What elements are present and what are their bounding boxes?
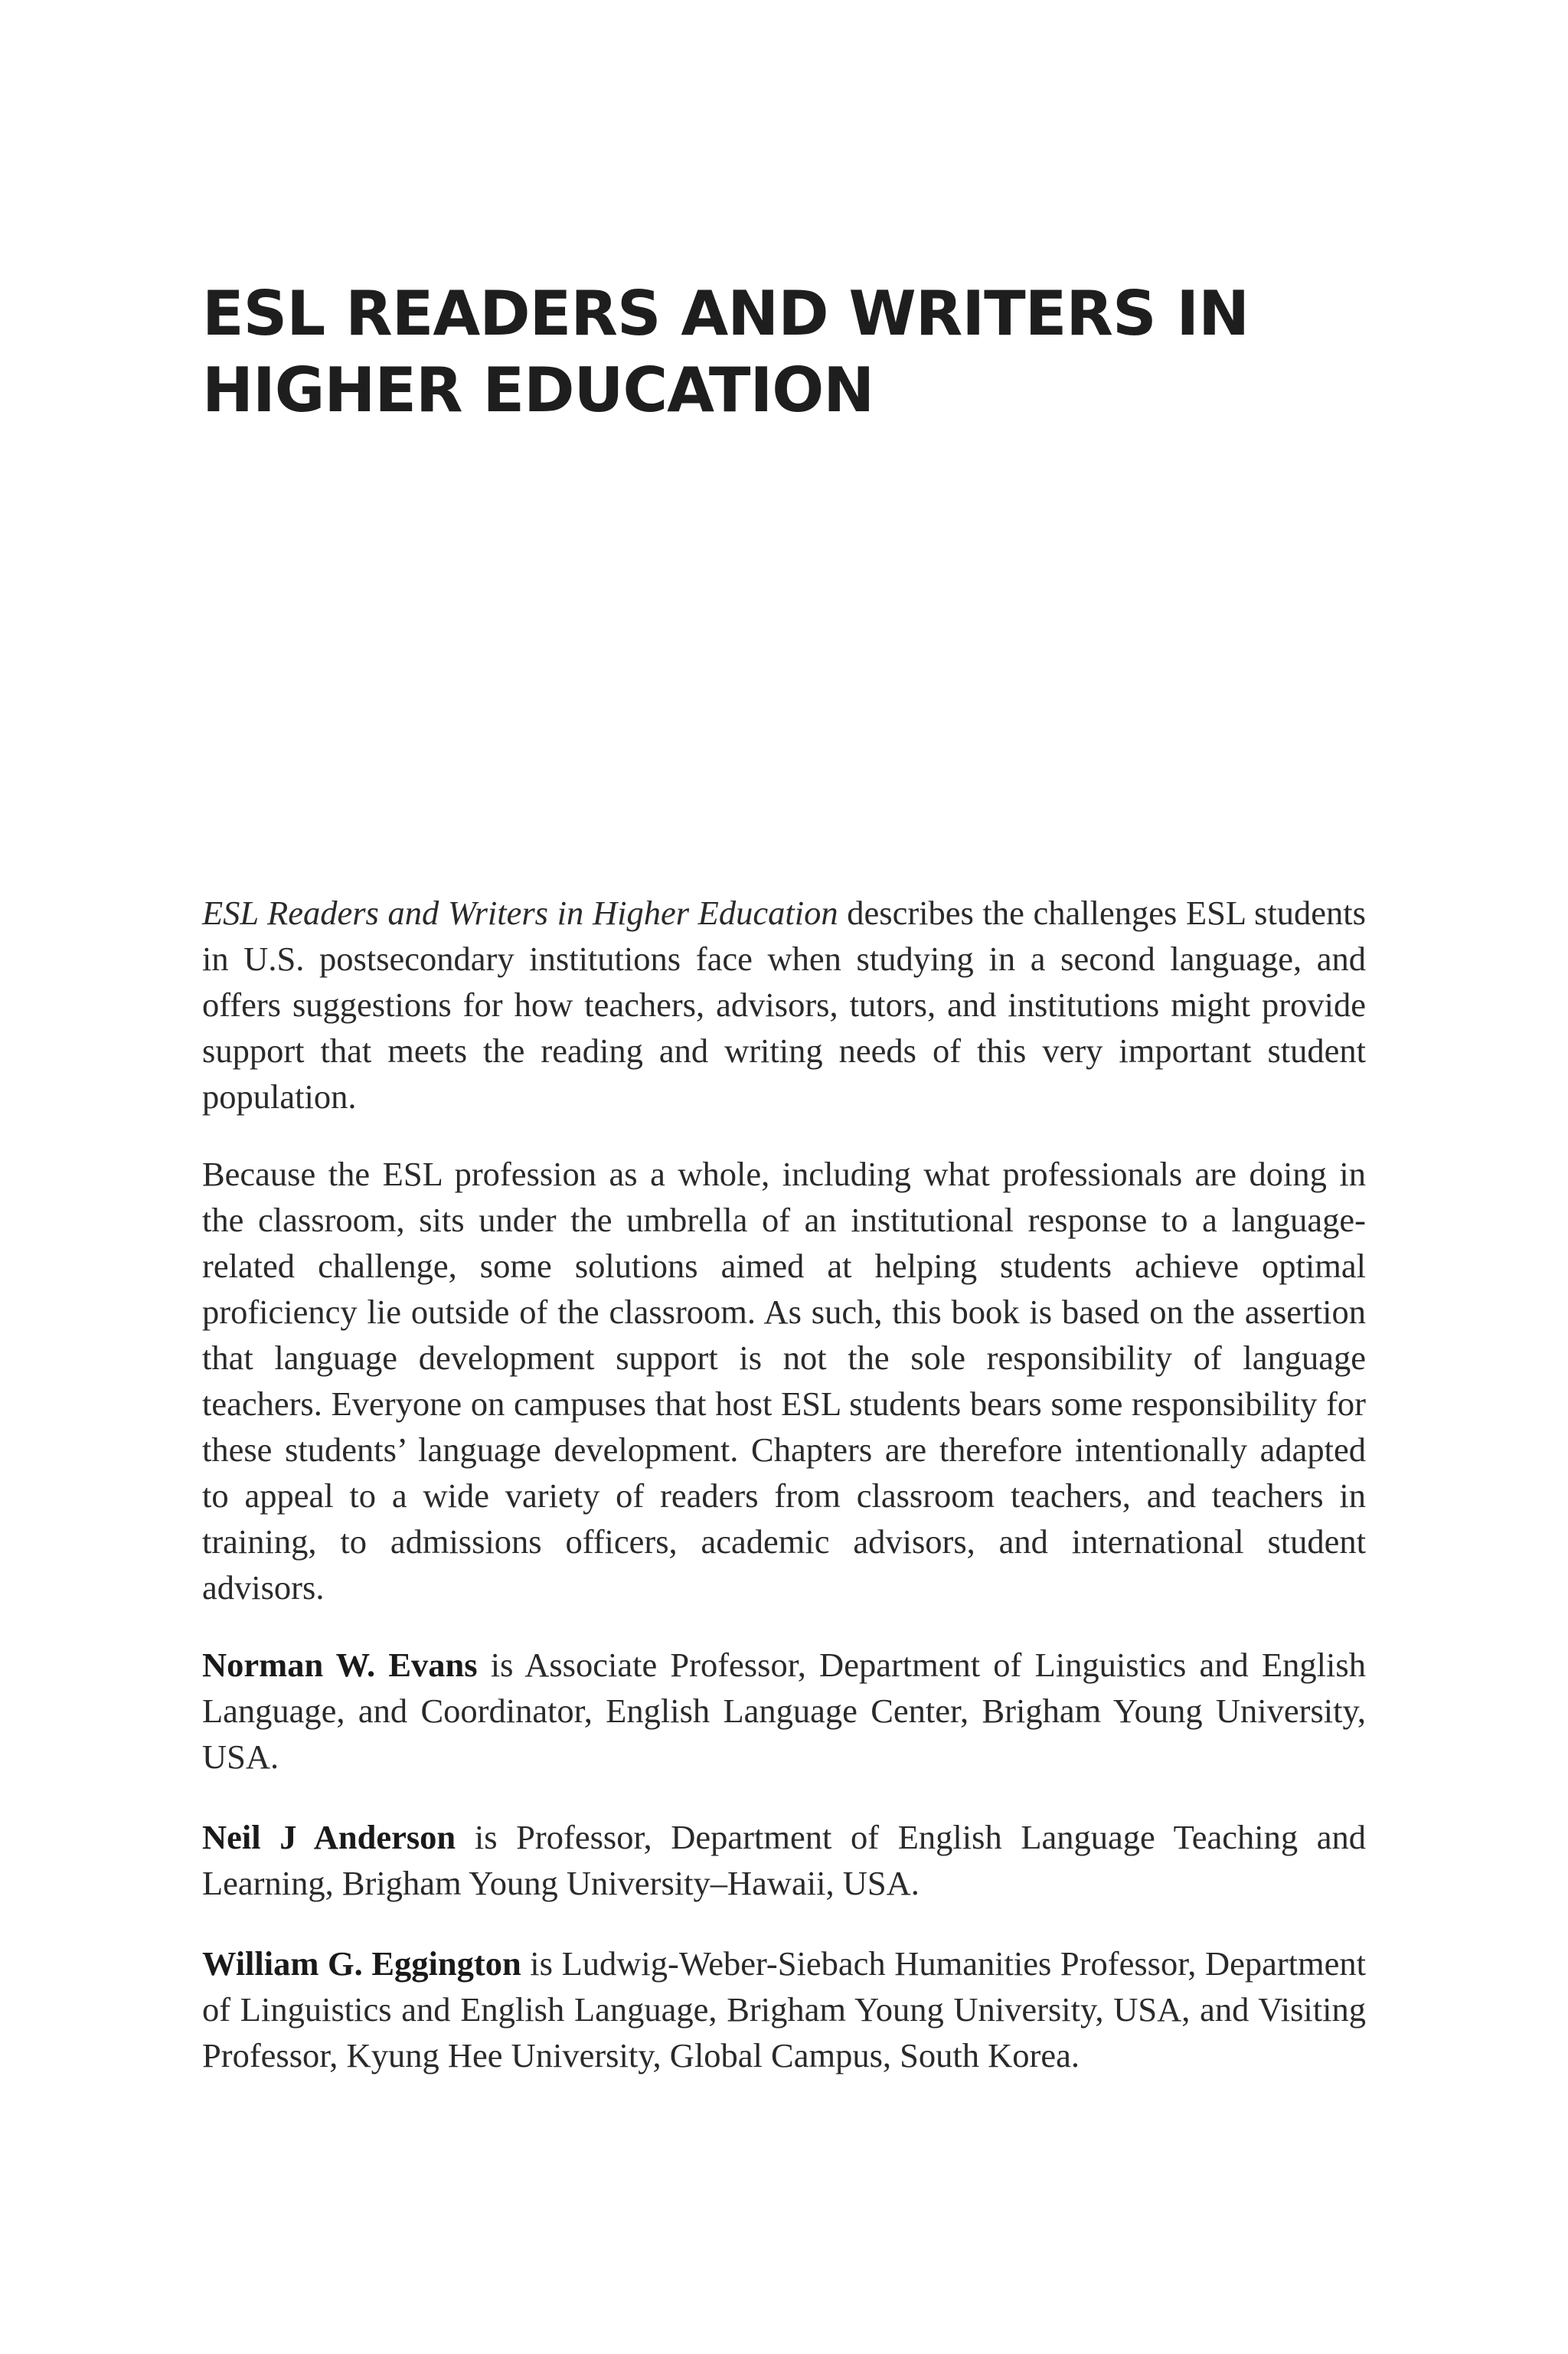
description-paragraph-1 (202, 890, 1366, 1120)
author-name: Norman W. Evans (202, 1646, 478, 1684)
author-bio-evans (202, 1642, 1366, 1780)
author-bio-text: is Ludwig-Weber-Siebach Humanities Professor, Department of Linguistics and English Language, Brigham Young University, USA, and Visiting Professor, Kyung Hee University, Global Campus, South Korea. (202, 1944, 1366, 2074)
title-line-2: HIGHER EDUCATION (202, 355, 874, 426)
title-line-1: ESL READERS AND WRITERS IN (202, 278, 1250, 349)
book-description (202, 890, 1366, 2113)
author-name: Neil J Anderson (202, 1818, 456, 1856)
author-bio-text: is Associate Professor, Department of Linguistics and English Language, and Coordinator, English Language Center, Brigham Young University, USA. (202, 1646, 1366, 1776)
description-paragraph-2: Because the ESL profession as a whole, including what professionals are doing in the classroom, sits under the umbrella of an institutional response to a language-related challenge, some solutions aimed at helping students achieve optimal proficiency lie outside of the classroom. As such, this book is based on the assertion that language development support is not the sole responsibility of language teachers. Everyone on campuses that host ESL students bears some responsibility for these students’ language development. Chapters are therefore intentionally adapted to appeal to a wide variety of readers from classroom teachers, and teachers in training, to admissions officers, academic advisors, and international student advisors. (202, 1155, 1366, 1607)
author-bio-text: is Professor, Department of English Language Teaching and Learning, Brigham Young University–Hawaii, USA. (202, 1818, 1366, 1902)
author-bio-eggington (202, 1940, 1366, 2078)
book-title-italic: ESL Readers and Writers in Higher Education (202, 894, 838, 932)
author-bio-anderson (202, 1814, 1366, 1906)
description-paragraph-1-text: describes the challenges ESL students in U.S. postsecondary institutions face when studying in a second language, and offers suggestions for how teachers, advisors, tutors, and institutions might provide support that meets the reading and writing needs of this very important student population. (202, 894, 1366, 1116)
page-title (202, 276, 1396, 429)
author-name: William G. Eggington (202, 1944, 521, 1983)
